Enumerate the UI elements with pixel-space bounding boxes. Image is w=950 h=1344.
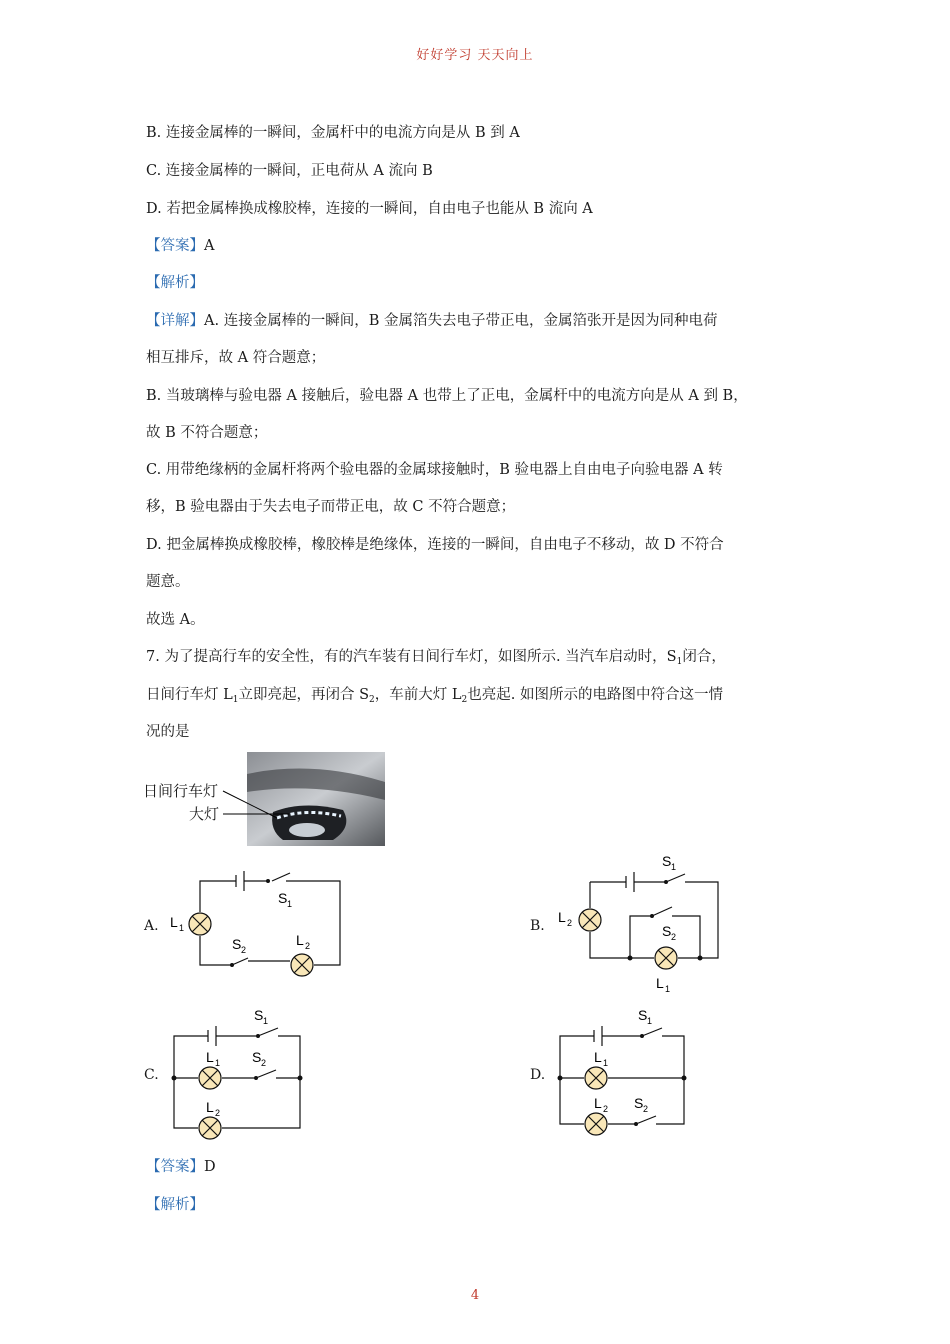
answer-value: D [204, 1159, 216, 1175]
svg-text:L: L [558, 909, 566, 925]
q7-sub: 1 [676, 657, 683, 667]
answer-value: A [204, 238, 215, 254]
q7-text: 立即亮起，再闭合 S [238, 687, 370, 703]
circuit-option-a-label: A. [144, 918, 159, 934]
circuit-option-b-label: B. [530, 918, 545, 934]
svg-text:S: S [278, 890, 288, 906]
q7-analysis [146, 1195, 826, 1215]
detail-text: A. 连接金属棒的一瞬间，B 金属箔失去电子带正电，金属箔张开是因为同种电荷 [204, 313, 718, 329]
q7-text: 也亮起. 如图所示的电路图中符合这一情 [467, 687, 723, 703]
headlight-label: 大灯 [189, 806, 220, 823]
circuit-b [550, 848, 750, 998]
lamp-l2-icon [585, 1113, 607, 1135]
svg-text:S: S [634, 1095, 644, 1111]
svg-text:L: L [594, 1049, 602, 1065]
q7-text: 7. 为了提高行车的安全性，有的汽车装有日间行车灯，如图所示. 当汽车启动时，S [146, 649, 677, 665]
q7-sub: 2 [461, 695, 468, 705]
circuit-c [160, 1002, 320, 1142]
analysis-label: 【解析】 [146, 1197, 204, 1213]
svg-text:S: S [662, 853, 672, 869]
circuit-option-d-label: D. [530, 1067, 546, 1083]
answer-label: 【答案】 [146, 1159, 204, 1175]
svg-text:1: 1 [287, 899, 293, 909]
lamp-l2-icon [291, 954, 313, 976]
q7-sub: 2 [369, 695, 375, 705]
svg-text:2: 2 [241, 945, 247, 955]
q7-stem-line-3: 况的是 [146, 724, 190, 740]
q6-detail-line-5: C. 用带绝缘柄的金属杆将两个验电器的金属球接触时，B 验电器上自由电子向验电器 A 转 [146, 462, 723, 478]
svg-text:2: 2 [643, 1104, 649, 1114]
svg-text:2: 2 [261, 1058, 267, 1068]
svg-text:L: L [206, 1099, 214, 1115]
svg-text:2: 2 [603, 1104, 609, 1114]
svg-text:S: S [662, 923, 672, 939]
q6-option-c: C. 连接金属棒的一瞬间，正电荷从 A 流向 B [146, 163, 433, 179]
q7-stem-line-1 [146, 647, 826, 667]
page-header: 好好学习 天天向上 [416, 48, 534, 63]
svg-text:L: L [594, 1095, 602, 1111]
q6-detail-line-7: D. 把金属棒换成橡胶棒，橡胶棒是绝缘体，连接的一瞬间，自由电子不移动，故 D 不符合 [146, 537, 724, 553]
daytime-light-label: 日间行车灯 [143, 783, 219, 800]
headlight-lamp [289, 823, 325, 837]
q6-detail-line-6: 移，B 验电器由于失去电子而带正电，故 C 不符合题意； [146, 499, 516, 515]
q6-option-d: D. 若把金属棒换成橡胶棒，连接的一瞬间，自由电子也能从 B 流向 A [146, 201, 593, 217]
lamp-l1-icon [189, 913, 211, 935]
svg-text:S: S [252, 1049, 262, 1065]
svg-text:1: 1 [647, 1016, 653, 1026]
lamp-l2-icon [199, 1117, 221, 1139]
circuit-d [550, 1002, 710, 1142]
svg-text:L: L [170, 914, 178, 930]
q7-answer [146, 1157, 826, 1177]
svg-text:L: L [296, 932, 304, 948]
q6-analysis [146, 273, 826, 293]
q7-stem-line-2 [146, 685, 826, 705]
circuit-option-c-label: C. [144, 1067, 159, 1083]
svg-text:1: 1 [179, 923, 185, 933]
q7-sub: 1 [232, 695, 239, 705]
q7-text: 闭合， [682, 649, 726, 665]
page-number: 4 [470, 1288, 480, 1303]
car-headlight-figure [143, 752, 385, 846]
lamp-l1-icon [199, 1067, 221, 1089]
q7-text: ，车前大灯 L [374, 687, 462, 703]
q7-text: 日间行车灯 L [146, 687, 233, 703]
detail-label: 【详解】 [146, 313, 204, 329]
svg-text:1: 1 [603, 1058, 609, 1068]
svg-text:L: L [206, 1049, 214, 1065]
svg-text:2: 2 [305, 941, 311, 951]
svg-text:1: 1 [263, 1016, 269, 1026]
svg-text:2: 2 [671, 932, 677, 942]
q6-detail-line-3: B. 当玻璃棒与验电器 A 接触后，验电器 A 也带上了正电，金属杆中的电流方向是从 A 到 B， [146, 388, 748, 404]
svg-text:S: S [638, 1007, 648, 1023]
lamp-l2-icon [579, 909, 601, 931]
q6-option-b: B. 连接金属棒的一瞬间，金属杆中的电流方向是从 B 到 A [146, 125, 520, 141]
svg-text:L: L [656, 975, 664, 991]
q6-detail-line-4: 故 B 不符合题意； [146, 425, 268, 441]
q6-detail-line-8: 题意。 [146, 574, 190, 590]
q6-detail-line-1 [146, 311, 826, 331]
svg-text:1: 1 [665, 984, 671, 994]
svg-text:S: S [254, 1007, 264, 1023]
q6-detail-line-2: 相互排斥，故 A 符合题意； [146, 350, 326, 366]
svg-text:2: 2 [567, 918, 573, 928]
svg-text:1: 1 [671, 862, 677, 872]
lamp-l1-icon [655, 947, 677, 969]
q6-answer [146, 236, 826, 256]
answer-label: 【答案】 [146, 238, 204, 254]
svg-text:S: S [232, 936, 242, 952]
analysis-label: 【解析】 [146, 275, 204, 291]
circuit-a [160, 865, 360, 985]
lamp-l1-icon [585, 1067, 607, 1089]
svg-text:1: 1 [215, 1058, 221, 1068]
q6-detail-line-9: 故选 A。 [146, 612, 205, 628]
svg-text:2: 2 [215, 1108, 221, 1118]
